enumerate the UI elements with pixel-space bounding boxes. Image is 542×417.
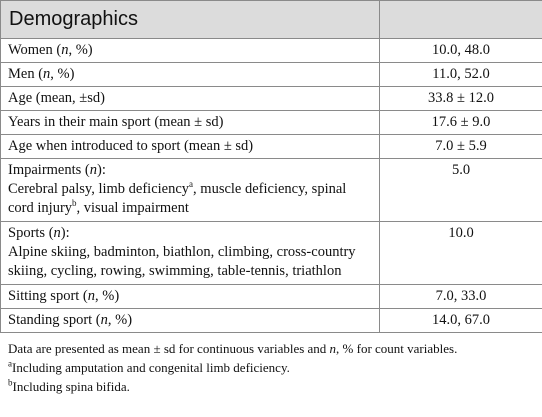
row-label: Years in their main sport (mean ± sd) [1,111,380,135]
row-value: 17.6 ± 9.0 [380,111,542,135]
table-row-men [1,63,542,87]
row-label: Sitting sport (n, %) [1,285,380,309]
row-label: Impairments (n): Cerebral palsy, limb deficiency$^a$, muscle deficiency, spinal cord injury$^b$, visual impairment [1,159,380,222]
row-value: 33.8 ± 12.0 [380,87,542,111]
table-footnotes [8,339,538,396]
row-value: 11.0, 52.0 [380,63,542,87]
footnote-b: $^b$Including spina bifida. [8,377,130,394]
table-row-sitting [1,285,542,309]
row-label: Women (n, %) [1,39,380,63]
table-row-sports [1,222,542,285]
row-label: Men (n, %) [1,63,380,87]
row-value: 14.0, 67.0 [380,309,542,333]
table-row-impairments [1,159,542,222]
footnote-general: Data are presented as mean ± sd for continuous variables and n, % for count variables. [8,341,458,356]
table-row-age-intro [1,135,542,159]
table-header-title: Demographics [1,1,380,39]
table-row-standing [1,309,542,333]
row-value: 7.0, 33.0 [380,285,542,309]
row-value: 10.0 [380,222,542,285]
table-header-row [1,1,542,39]
row-value: 7.0 ± 5.9 [380,135,542,159]
footnote-marker-a: a [189,179,194,190]
table-row-women [1,39,542,63]
row-label: Standing sport (n, %) [1,309,380,333]
footnote-marker-b: b [72,198,77,209]
footnote-a: $^a$Including amputation and congenital limb deficiency. [8,358,290,375]
row-label: Age (mean, ±sd) [1,87,380,111]
row-value: 5.0 [380,159,542,222]
row-value: 10.0, 48.0 [380,39,542,63]
table-header-value [380,1,542,39]
table-row-age [1,87,542,111]
table-row-years [1,111,542,135]
row-label: Age when introduced to sport (mean ± sd) [1,135,380,159]
row-label: Sports (n): Alpine skiing, badminton, biathlon, climbing, cross-country skiing, cycling, rowing, swimming, table-tennis, triathlon [1,222,380,285]
